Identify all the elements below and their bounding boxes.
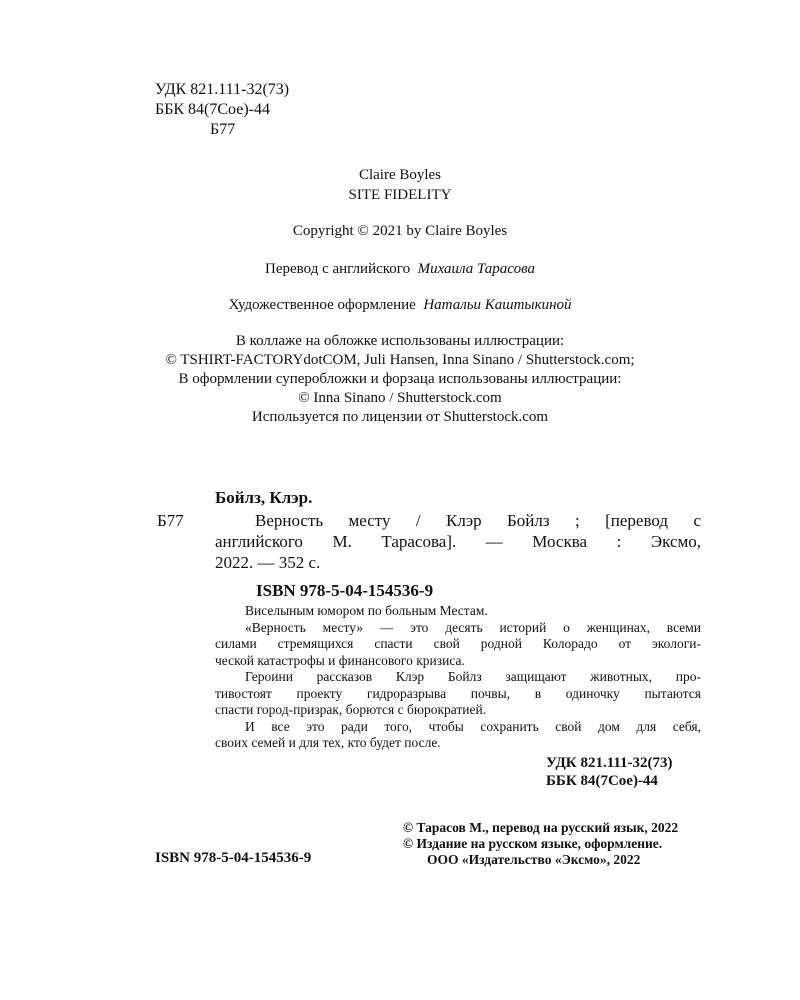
translation-credit bbox=[0, 260, 800, 279]
rights-line: © Издание на русском языке, оформление. bbox=[403, 836, 663, 851]
udk-code-bottom: УДК 821.111-32(73) bbox=[546, 755, 673, 771]
bbk-code: ББК 84(7Сое)-44 bbox=[155, 101, 270, 118]
original-author: Claire Boyles bbox=[358, 167, 442, 183]
illustrations-line: © Inna Sinano / Shutterstock.com bbox=[298, 390, 502, 406]
illustrations-line: Используется по лицензии от Shutterstock.com bbox=[251, 409, 549, 425]
rights-line: ООО «Издательство «Эксмо», 2022 bbox=[427, 852, 641, 867]
rights-line: © Тарасов М., перевод на русский язык, 2022 bbox=[403, 820, 679, 835]
designer-name: Натальи Каштыкиной bbox=[423, 297, 572, 313]
annotation-line: Виселыным юмором по больным Местам. bbox=[245, 603, 488, 618]
annotation-line: тивостоят проекту гидроразрыва почвы, в одиночку пытаются bbox=[215, 685, 701, 701]
bib-author-mark: Б77 bbox=[157, 511, 184, 530]
bbk-code-bottom: ББК 84(7Сое)-44 bbox=[546, 773, 658, 789]
translator-name: Михаила Тарасова bbox=[417, 261, 535, 277]
annotation-line: И все это ради того, чтобы сохранить свой дом для себя, bbox=[245, 718, 701, 734]
bib-description bbox=[215, 510, 701, 573]
bib-line: 2022. — 352 с. bbox=[215, 553, 321, 572]
copyright-line: Copyright © 2021 by Claire Boyles bbox=[292, 223, 508, 239]
udk-code: УДК 821.111-32(73) bbox=[155, 81, 290, 98]
annotation-line: силами стремящихся спасти свой родной Колорадо от экологи- bbox=[215, 636, 701, 651]
illustrations-line: © TSHIRT-FACTORYdotCOM, Juli Hansen, Inna Sinano / Shutterstock.com; bbox=[165, 352, 635, 368]
annotation-line: Героини рассказов Клэр Бойлз защищают животных, про- bbox=[245, 669, 701, 684]
annotation-line: своих семей и для тех, кто будет после. bbox=[215, 735, 441, 750]
translation-label: Перевод с английского bbox=[265, 261, 411, 277]
bib-line: английского М. Тарасова]. — Москва : Эксмо, bbox=[215, 532, 701, 551]
footer-isbn: ISBN 978-5-04-154536-9 bbox=[155, 850, 312, 866]
annotation-line: ческой катастрофы и финансового кризиса. bbox=[215, 652, 465, 668]
illustrations-line: В коллаже на обложке использованы иллюстрации: bbox=[235, 333, 565, 349]
bib-author-heading: Бойлз, Клэр. bbox=[215, 488, 313, 507]
annotation bbox=[215, 603, 701, 752]
design-label: Художественное оформление bbox=[228, 297, 416, 313]
original-title: SITE FIDELITY bbox=[348, 187, 452, 203]
bib-line: Верность месту / Клэр Бойлз ; [перевод с bbox=[255, 511, 701, 530]
illustrations-line: В оформлении суперобложки и форзаца использованы иллюстрации: bbox=[178, 371, 622, 387]
annotation-line: «Верность месту» — это десять историй о женщинах, всеми bbox=[245, 619, 701, 635]
author-mark: Б77 bbox=[210, 121, 236, 138]
annotation-line: спасти город-призрак, борются с бюрократией. bbox=[215, 702, 487, 717]
design-credit bbox=[0, 296, 800, 315]
bib-isbn: ISBN 978-5-04-154536-9 bbox=[256, 581, 434, 600]
